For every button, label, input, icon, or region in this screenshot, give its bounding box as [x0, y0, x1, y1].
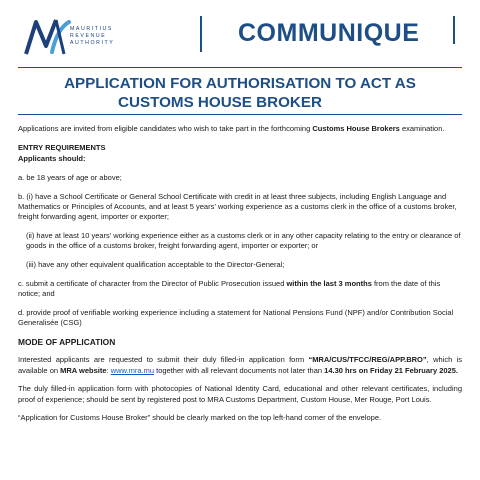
mode-paragraph-1	[18, 355, 462, 375]
requirement-b-iii: (iii) have any other equivalent qualification acceptable to the Director-General;	[26, 259, 285, 269]
banner-left-bar	[200, 16, 202, 52]
intro-text: Applications are invited from eligible candidates who wish to take part in the forthcoming	[18, 124, 313, 133]
entry-heading: ENTRY REQUIREMENTS	[18, 142, 106, 152]
mode-heading: MODE OF APPLICATION	[18, 336, 116, 347]
requirement-c	[18, 279, 462, 299]
banner-right-bar	[453, 16, 455, 44]
mode-paragraph-2: The duly filled-in application form with photocopies of National Identity Card, educational and other relevant certificates, including proof of experience; should be sent by registered post to MRA Customs Department, Custom House, Mer Rouge, Port Louis.	[18, 384, 462, 404]
mode-paragraph-3: “Application for Customs House Broker” should be clearly marked on the top left-hand corner of the envelope.	[18, 413, 382, 423]
document-title-line-1: APPLICATION FOR AUTHORISATION TO ACT AS	[64, 75, 416, 92]
deadline: 14.30 hrs on Friday 21 February 2025.	[324, 365, 458, 375]
mra-logo	[22, 12, 132, 60]
requirement-d: d. provide proof of verifiable working experience including a statement for National Pensions Fund (NPF) and/or Contribution Social Generalisée (CSG)	[18, 307, 454, 327]
mode-p1-text-2: , which is available on	[18, 355, 463, 375]
requirement-a: a. be 18 years of age or above;	[18, 172, 122, 182]
form-reference: “MRA/CUS/TFCC/REG/APP.BRO”	[308, 355, 427, 365]
requirement-c-bold: within the last 3 months	[286, 278, 372, 288]
intro-bold: Customs House Brokers	[312, 124, 400, 133]
requirement-b-i: b. (i) have a School Certificate or General School Certificate with credit in at least three subjects, including English Language and Mathematics or Principles of Accounts, and at least 5 years’ working experience as a customs clerk in the office of a customs broker, freight forwarding agent, importer or exporter;	[18, 191, 457, 221]
intro-paragraph	[18, 124, 462, 134]
header	[0, 0, 480, 68]
mra-logo-mark-icon	[22, 12, 72, 58]
entry-subheading: Applicants should:	[18, 154, 86, 163]
communique-banner	[200, 16, 455, 52]
mra-website-label: MRA website	[60, 365, 107, 375]
requirement-c-tail: from the date of this notice; and	[18, 278, 441, 298]
mode-p1-text-3: together with all relevant documents not later than	[154, 365, 325, 375]
logo-line-2: REVENUE	[70, 33, 107, 39]
intro-tail: examination.	[399, 124, 445, 133]
mode-p1-colon: :	[106, 365, 111, 375]
title-top-rule	[18, 67, 462, 68]
logo-line-3: AUTHORITY	[70, 40, 115, 46]
logo-line-1: MAURITIUS	[70, 26, 113, 32]
requirement-c-text: c. submit a certificate of character from the Director of Public Prosecution issued	[18, 278, 287, 288]
document-title-line-2: CUSTOMS HOUSE BROKER	[118, 94, 322, 111]
document-body	[18, 124, 462, 432]
requirement-b-ii: (ii) have at least 10 years’ working experience either as a customs clerk or in any other capacity relating to the entry or clearance of goods in the office of a customs broker, freight forwarding agent, importer or exporter; or	[26, 230, 461, 250]
banner-title: COMMUNIQUE	[238, 19, 420, 47]
logo-text	[70, 26, 114, 47]
mra-website-link[interactable]: www.mra.mu	[110, 365, 155, 375]
mode-p1-text: Interested applicants are requested to submit their duly filled-in application form	[18, 355, 309, 365]
title-bottom-rule	[18, 114, 462, 115]
